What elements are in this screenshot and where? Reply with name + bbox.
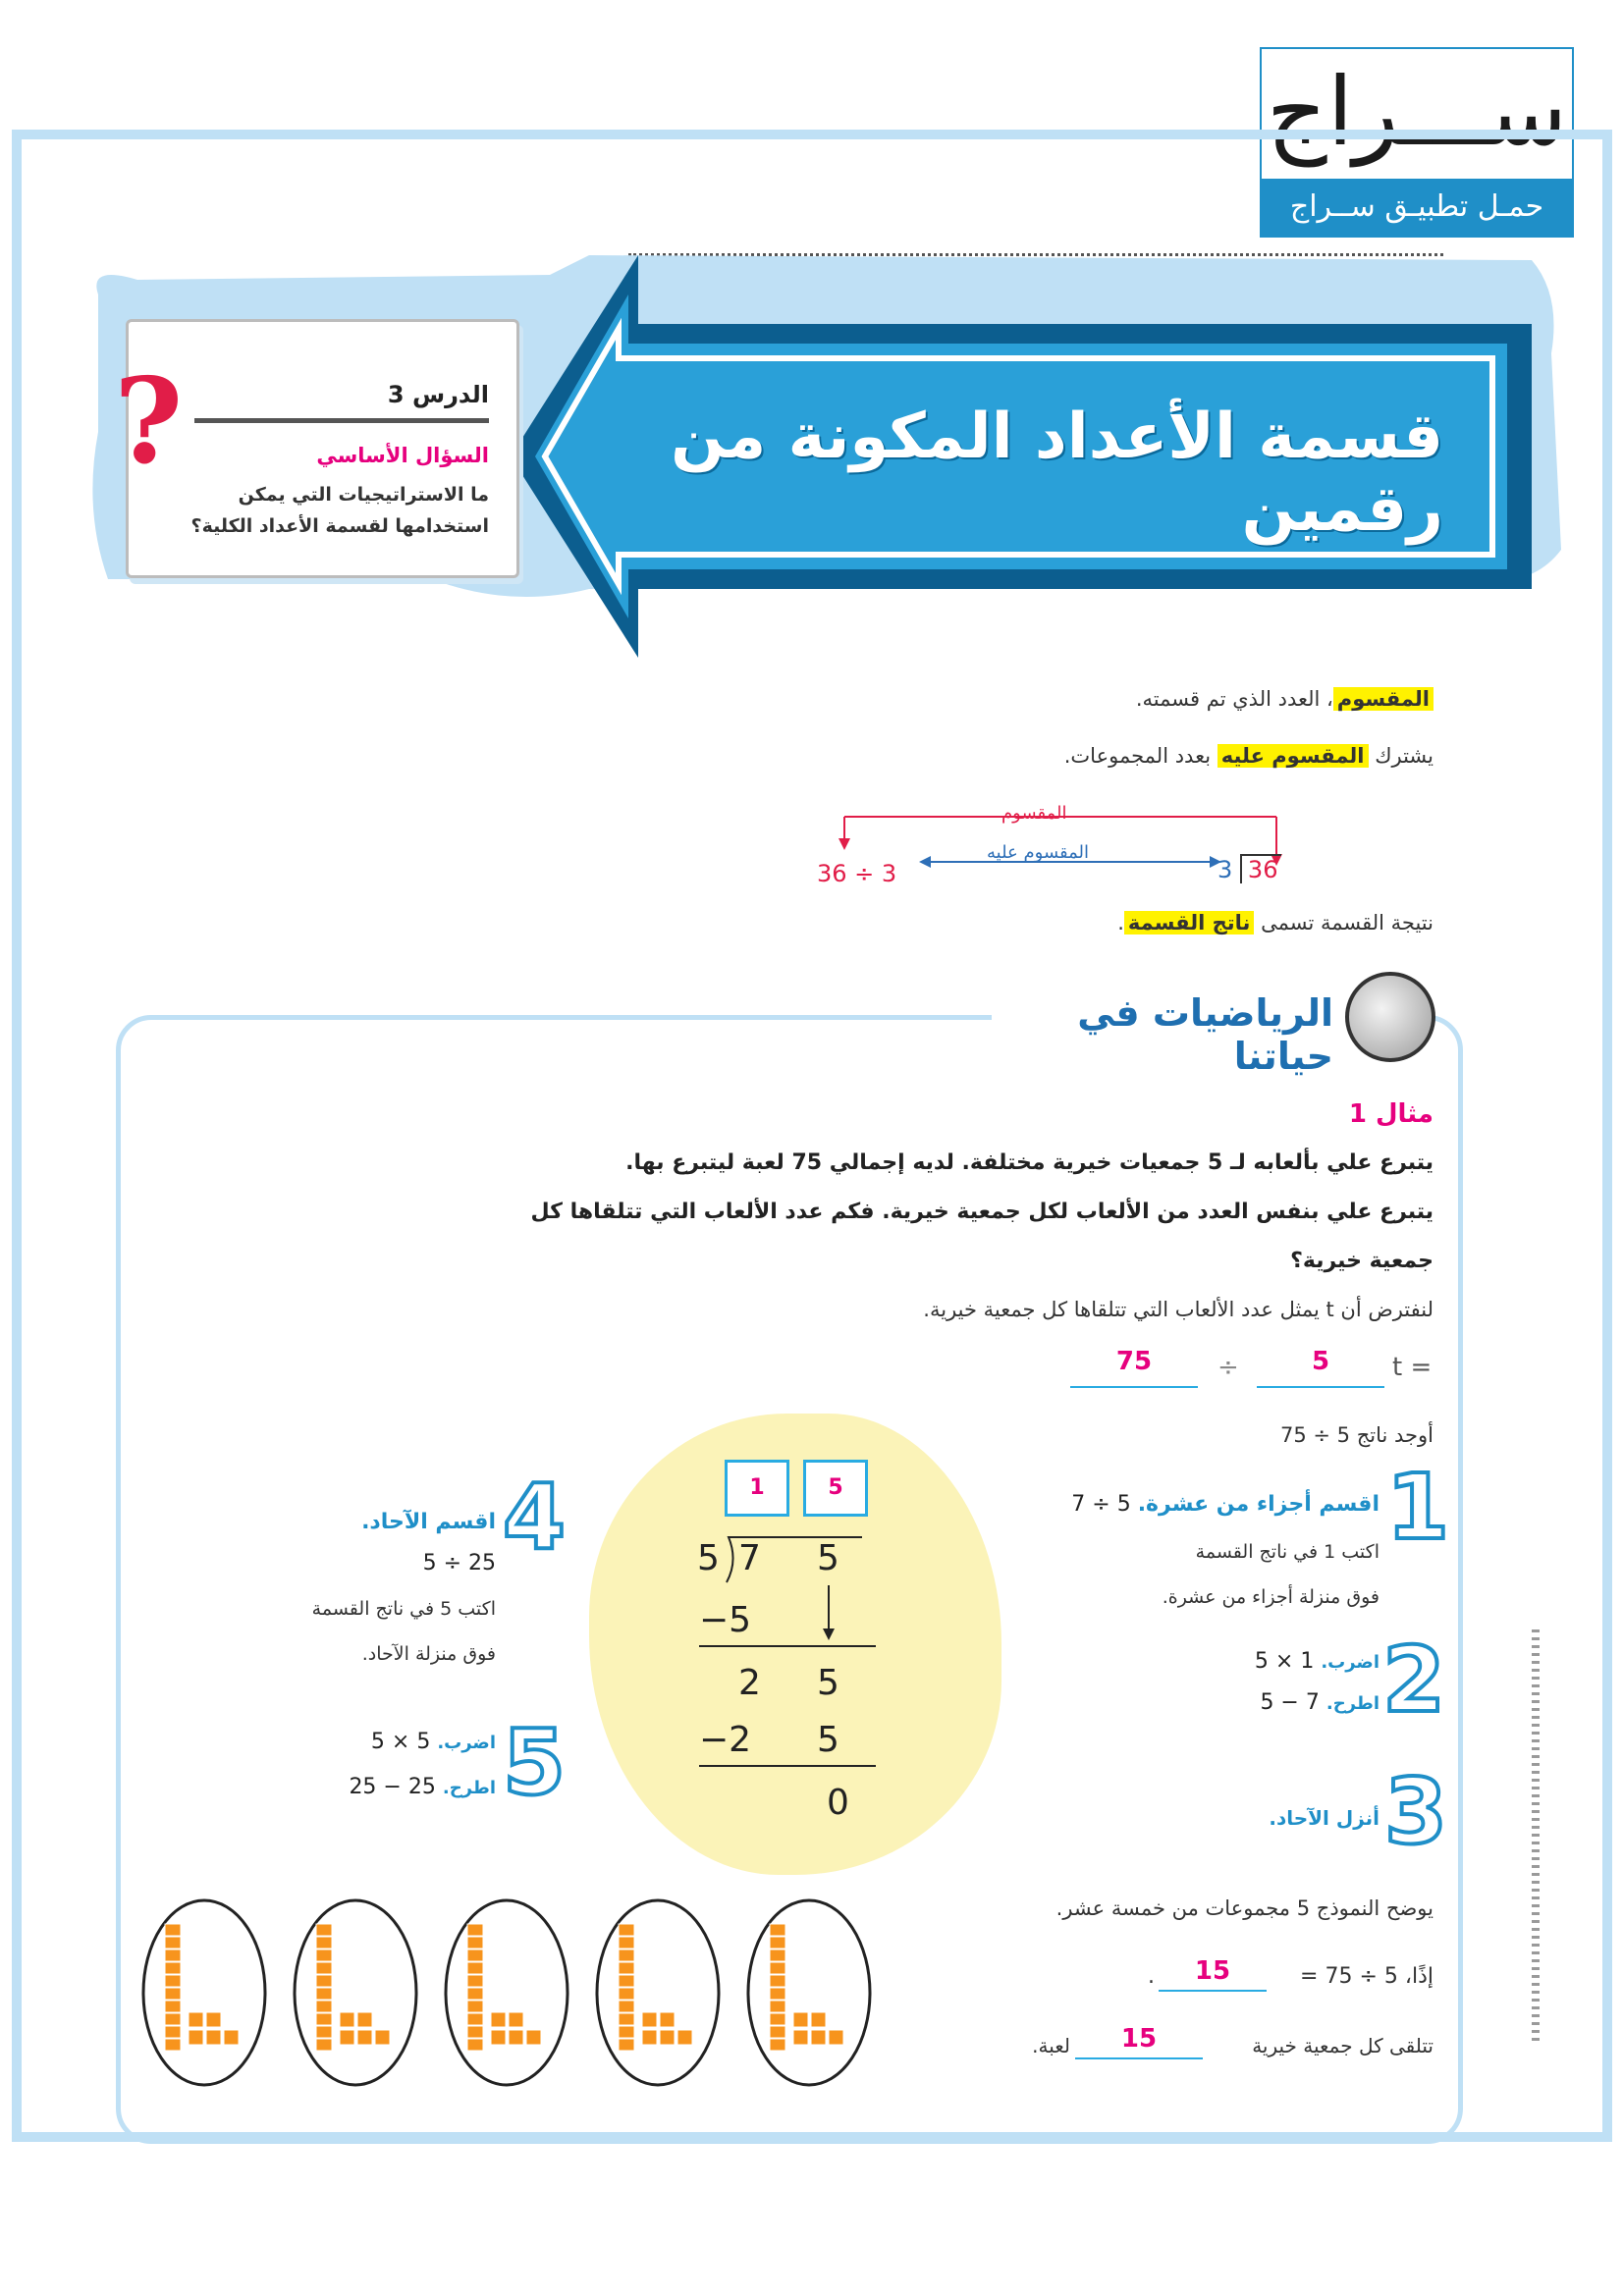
term-quotient: ناتج القسمة bbox=[1124, 911, 1254, 934]
equation-blank-dividend: 75 bbox=[1070, 1347, 1198, 1388]
ten-rod-unit bbox=[770, 1949, 785, 1961]
step-5-mult-expr: 5 × 5 bbox=[370, 1730, 431, 1754]
ten-rod-unit bbox=[316, 1988, 332, 2000]
one-cube bbox=[829, 2030, 843, 2045]
ten-rod-unit bbox=[316, 1975, 332, 1987]
example-label: مثال 1 bbox=[1348, 1099, 1434, 1129]
group-oval bbox=[143, 1900, 265, 2085]
problem-line-2: يتبرع علي بنفس العدد من الألعاب لكل جمعية خيرية. فكم عدد الألعاب التي تتلقاها كل bbox=[530, 1200, 1434, 1224]
quotient-tens-box: 1 bbox=[725, 1460, 789, 1517]
lesson-card bbox=[126, 319, 519, 578]
ten-rod-unit bbox=[165, 2001, 181, 2012]
ten-rod-unit bbox=[467, 1988, 483, 2000]
one-cube bbox=[642, 2012, 657, 2027]
so-blank: 15 bbox=[1159, 1956, 1267, 1992]
ten-rod-unit bbox=[165, 1949, 181, 1961]
ten-rod-unit bbox=[619, 2039, 634, 2051]
diagram-long-division bbox=[1217, 856, 1281, 883]
ten-rod-unit bbox=[316, 2001, 332, 2012]
ten-rod-unit bbox=[770, 1975, 785, 1987]
logo-word: ســـراج bbox=[1266, 57, 1568, 167]
quotient-ones-box: 5 bbox=[803, 1460, 868, 1517]
real-world-title: الرياضيات في حياتنا bbox=[1077, 991, 1333, 1078]
divisor-pre: يشترك bbox=[1375, 744, 1434, 768]
step-3-number: 3 bbox=[1384, 1759, 1448, 1864]
ten-rod-unit bbox=[619, 1937, 634, 1949]
ten-rod-unit bbox=[467, 1937, 483, 1949]
ten-rod-unit bbox=[770, 2013, 785, 2025]
ten-rod-unit bbox=[165, 1975, 181, 1987]
ten-rod-unit bbox=[770, 1988, 785, 2000]
one-cube bbox=[375, 2030, 390, 2045]
step-5-sub-expr: 25 − 25 bbox=[349, 1775, 436, 1799]
logo-tagline: حمـل تطبيـق ســراج bbox=[1262, 179, 1572, 236]
ld-subtract-2-tens: −2 bbox=[699, 1720, 752, 1760]
step-1-line-2: فوق منزلة أجزاء من عشرة. bbox=[1162, 1586, 1380, 1608]
ten-rod-unit bbox=[316, 2013, 332, 2025]
ten-rod-unit bbox=[467, 2001, 483, 2012]
ten-rod-unit bbox=[165, 2013, 181, 2025]
ten-rod-unit bbox=[316, 1962, 332, 1974]
divisor-post: بعدد المجموعات. bbox=[1063, 744, 1212, 768]
each-pre: تتلقى كل جمعية خيرية bbox=[1252, 2034, 1434, 2057]
ten-rod-unit bbox=[165, 2026, 181, 2038]
ten-rod-unit bbox=[467, 1924, 483, 1936]
group-oval bbox=[295, 1900, 416, 2085]
ten-rod-unit bbox=[770, 2039, 785, 2051]
globe-icon bbox=[1345, 972, 1435, 1062]
ld-subtract-2-ones: 5 bbox=[817, 1720, 839, 1760]
inline-expr: 36 ÷ 3 bbox=[817, 860, 897, 887]
step-2-subtract bbox=[1139, 1690, 1380, 1715]
essential-question-text: ما الاستراتيجيات التي يمكن استخدامها لقسمة الأعداد الكلية؟ bbox=[190, 484, 489, 537]
term-divisor: المقسوم عليه bbox=[1217, 744, 1369, 768]
ld-dividend-tens: 7 bbox=[738, 1538, 761, 1578]
group-oval bbox=[446, 1900, 568, 2085]
each-post: لعبة. bbox=[1032, 2034, 1070, 2057]
ten-rod-unit bbox=[770, 1924, 785, 1936]
group-oval bbox=[748, 1900, 870, 2085]
dividend-definition: ، العدد الذي تم قسمته. bbox=[1135, 687, 1333, 711]
step-4-line-1: اكتب 5 في ناتج القسمة bbox=[311, 1598, 496, 1620]
ld-subtract-1: −5 bbox=[699, 1600, 752, 1640]
find-statement: أوجد ناتج 5 ÷ 75 bbox=[1279, 1423, 1434, 1447]
one-cube bbox=[340, 2012, 354, 2027]
ten-rod-unit bbox=[165, 1988, 181, 2000]
ten-rod-unit bbox=[316, 1924, 332, 1936]
step-1-line-1: اكتب 1 في ناتج القسمة bbox=[1195, 1541, 1380, 1563]
step-5-multiply bbox=[255, 1730, 496, 1754]
one-cube bbox=[526, 2030, 541, 2045]
step-5-number: 5 bbox=[503, 1710, 567, 1815]
step-1 bbox=[1041, 1492, 1380, 1517]
step-2-mult-expr: 1 × 5 bbox=[1254, 1649, 1315, 1674]
ten-rod-unit bbox=[316, 2026, 332, 2038]
step-2-number: 2 bbox=[1382, 1628, 1446, 1733]
ten-rod-unit bbox=[467, 2026, 483, 2038]
so-post: . bbox=[1148, 1964, 1155, 1989]
one-cube bbox=[189, 2012, 203, 2027]
so-statement bbox=[1109, 1956, 1434, 1996]
step-4-line-2: فوق منزلة الآحاد. bbox=[361, 1643, 496, 1665]
one-cube bbox=[509, 2030, 523, 2045]
one-cube bbox=[491, 2030, 506, 2045]
ten-rod-unit bbox=[165, 1962, 181, 1974]
step-2-multiply bbox=[1139, 1649, 1380, 1674]
term-dividend: المقسوم bbox=[1333, 687, 1434, 711]
step-1-head: اقسم أجزاء من عشرة. bbox=[1137, 1492, 1380, 1517]
lesson-title: قسمة الأعداد المكونة من رقمين bbox=[671, 400, 1443, 546]
ten-rod-unit bbox=[467, 1975, 483, 1987]
step-4-number: 4 bbox=[503, 1465, 567, 1570]
question-mark-icon: ? bbox=[114, 352, 184, 491]
one-cube bbox=[206, 2012, 221, 2027]
problem-line-3: جمعية خيرية؟ bbox=[1290, 1249, 1434, 1273]
step-5-subtract bbox=[255, 1775, 496, 1799]
vocab-quotient bbox=[687, 911, 1434, 934]
ten-rod-unit bbox=[467, 1949, 483, 1961]
step-4-head: اقسم الآحاد. bbox=[361, 1510, 496, 1534]
ten-rod-unit bbox=[619, 1988, 634, 2000]
ld-dividend-ones: 5 bbox=[817, 1538, 839, 1578]
quotient-pre: نتيجة القسمة تسمى bbox=[1261, 911, 1434, 934]
diagram-dividend-label: المقسوم bbox=[1001, 803, 1067, 824]
step-3-head: أنزل الآحاد. bbox=[1269, 1806, 1380, 1830]
ten-rod-unit bbox=[619, 2013, 634, 2025]
ten-rod-unit bbox=[619, 1962, 634, 1974]
long-divisor: 3 bbox=[1217, 856, 1233, 883]
lesson-number: الدرس 3 bbox=[387, 381, 489, 408]
ten-rod-unit bbox=[770, 1937, 785, 1949]
step-1-expr: 5 ÷ 7 bbox=[1071, 1492, 1131, 1517]
long-dividend: 36 bbox=[1240, 854, 1282, 883]
step-5-mult-head: اضرب. bbox=[437, 1733, 496, 1753]
each-blank: 15 bbox=[1075, 2024, 1203, 2059]
essential-question-title: السؤال الأساسي bbox=[316, 444, 489, 467]
one-cube bbox=[811, 2012, 826, 2027]
ten-rod-unit bbox=[619, 1975, 634, 1987]
equation-t-label: t = bbox=[1392, 1353, 1433, 1382]
base-ten-groups bbox=[137, 1895, 893, 2091]
ten-rod-unit bbox=[467, 1962, 483, 1974]
group-oval bbox=[597, 1900, 719, 2085]
equation-blank-divisor: 5 bbox=[1257, 1347, 1384, 1388]
one-cube bbox=[509, 2012, 523, 2027]
step-4-expr: 25 ÷ 5 bbox=[422, 1551, 496, 1575]
one-cube bbox=[677, 2030, 692, 2045]
ld-bracket bbox=[715, 1531, 862, 1590]
base-ten-model bbox=[137, 1895, 893, 2091]
one-cube bbox=[793, 2030, 808, 2045]
step-2-sub-head: اطرح. bbox=[1325, 1693, 1380, 1714]
ten-rod-unit bbox=[165, 1937, 181, 1949]
equation-div-sign: ÷ bbox=[1217, 1353, 1239, 1382]
ten-rod-unit bbox=[619, 2001, 634, 2012]
ld-remainder-ones: 5 bbox=[817, 1663, 839, 1703]
model-statement: يوضح النموذج 5 مجموعات من خمسة عشر. bbox=[1055, 1896, 1434, 1920]
step-1-number: 1 bbox=[1386, 1455, 1450, 1560]
one-cube bbox=[660, 2012, 675, 2027]
equation-t bbox=[1080, 1347, 1434, 1396]
ld-remainder-tens: 2 bbox=[738, 1663, 761, 1703]
ten-rod-unit bbox=[165, 2039, 181, 2051]
problem-line-1: يتبرع علي بألعابه لـ 5 جمعيات خيرية مختلفة. لديه إجمالي 75 لعبة ليتبرع بها. bbox=[625, 1150, 1434, 1175]
ld-line-1 bbox=[699, 1645, 876, 1647]
one-cube bbox=[206, 2030, 221, 2045]
vocab-dividend bbox=[687, 687, 1434, 711]
one-cube bbox=[189, 2030, 203, 2045]
ten-rod-unit bbox=[619, 1949, 634, 1961]
ld-line-2 bbox=[699, 1765, 876, 1767]
lesson-rule bbox=[194, 418, 489, 423]
one-cube bbox=[811, 2030, 826, 2045]
one-cube bbox=[340, 2030, 354, 2045]
vocab-divisor bbox=[687, 744, 1434, 768]
one-cube bbox=[357, 2030, 372, 2045]
ten-rod-unit bbox=[316, 1937, 332, 1949]
step-2-sub-expr: 7 − 5 bbox=[1260, 1690, 1320, 1715]
ld-final: 0 bbox=[827, 1783, 849, 1823]
ten-rod-unit bbox=[619, 1924, 634, 1936]
ten-rod-unit bbox=[770, 2001, 785, 2012]
ten-rod-unit bbox=[467, 2013, 483, 2025]
so-pre: إذًا، 5 ÷ 75 = bbox=[1300, 1964, 1434, 1989]
one-cube bbox=[642, 2030, 657, 2045]
ten-rod-unit bbox=[316, 1949, 332, 1961]
one-cube bbox=[357, 2012, 372, 2027]
ld-divisor: 5 bbox=[697, 1538, 720, 1578]
ten-rod-unit bbox=[770, 2026, 785, 2038]
ten-rod-unit bbox=[316, 2039, 332, 2051]
step-2-mult-head: اضرب. bbox=[1321, 1652, 1380, 1673]
step-5-sub-head: اطرح. bbox=[442, 1778, 496, 1798]
ten-rod-unit bbox=[165, 1924, 181, 1936]
bring-down-arrow bbox=[819, 1585, 839, 1644]
one-cube bbox=[660, 2030, 675, 2045]
side-copyright-strip bbox=[1532, 1629, 1540, 2042]
ten-rod-unit bbox=[619, 2026, 634, 2038]
diagram-divisor-label: المقسوم عليه bbox=[987, 842, 1090, 863]
let-statement: لنفترض أن t يمثل عدد الألعاب التي تتلقاها كل جمعية خيرية. bbox=[923, 1298, 1434, 1321]
quotient-post: . bbox=[1117, 911, 1124, 934]
ten-rod-unit bbox=[467, 2039, 483, 2051]
diagram-inline-expr bbox=[817, 860, 896, 887]
long-division-highlight bbox=[589, 1414, 1001, 1875]
one-cube bbox=[491, 2012, 506, 2027]
one-cube bbox=[224, 2030, 239, 2045]
ten-rod-unit bbox=[770, 1962, 785, 1974]
one-cube bbox=[793, 2012, 808, 2027]
each-statement bbox=[992, 2024, 1434, 2063]
